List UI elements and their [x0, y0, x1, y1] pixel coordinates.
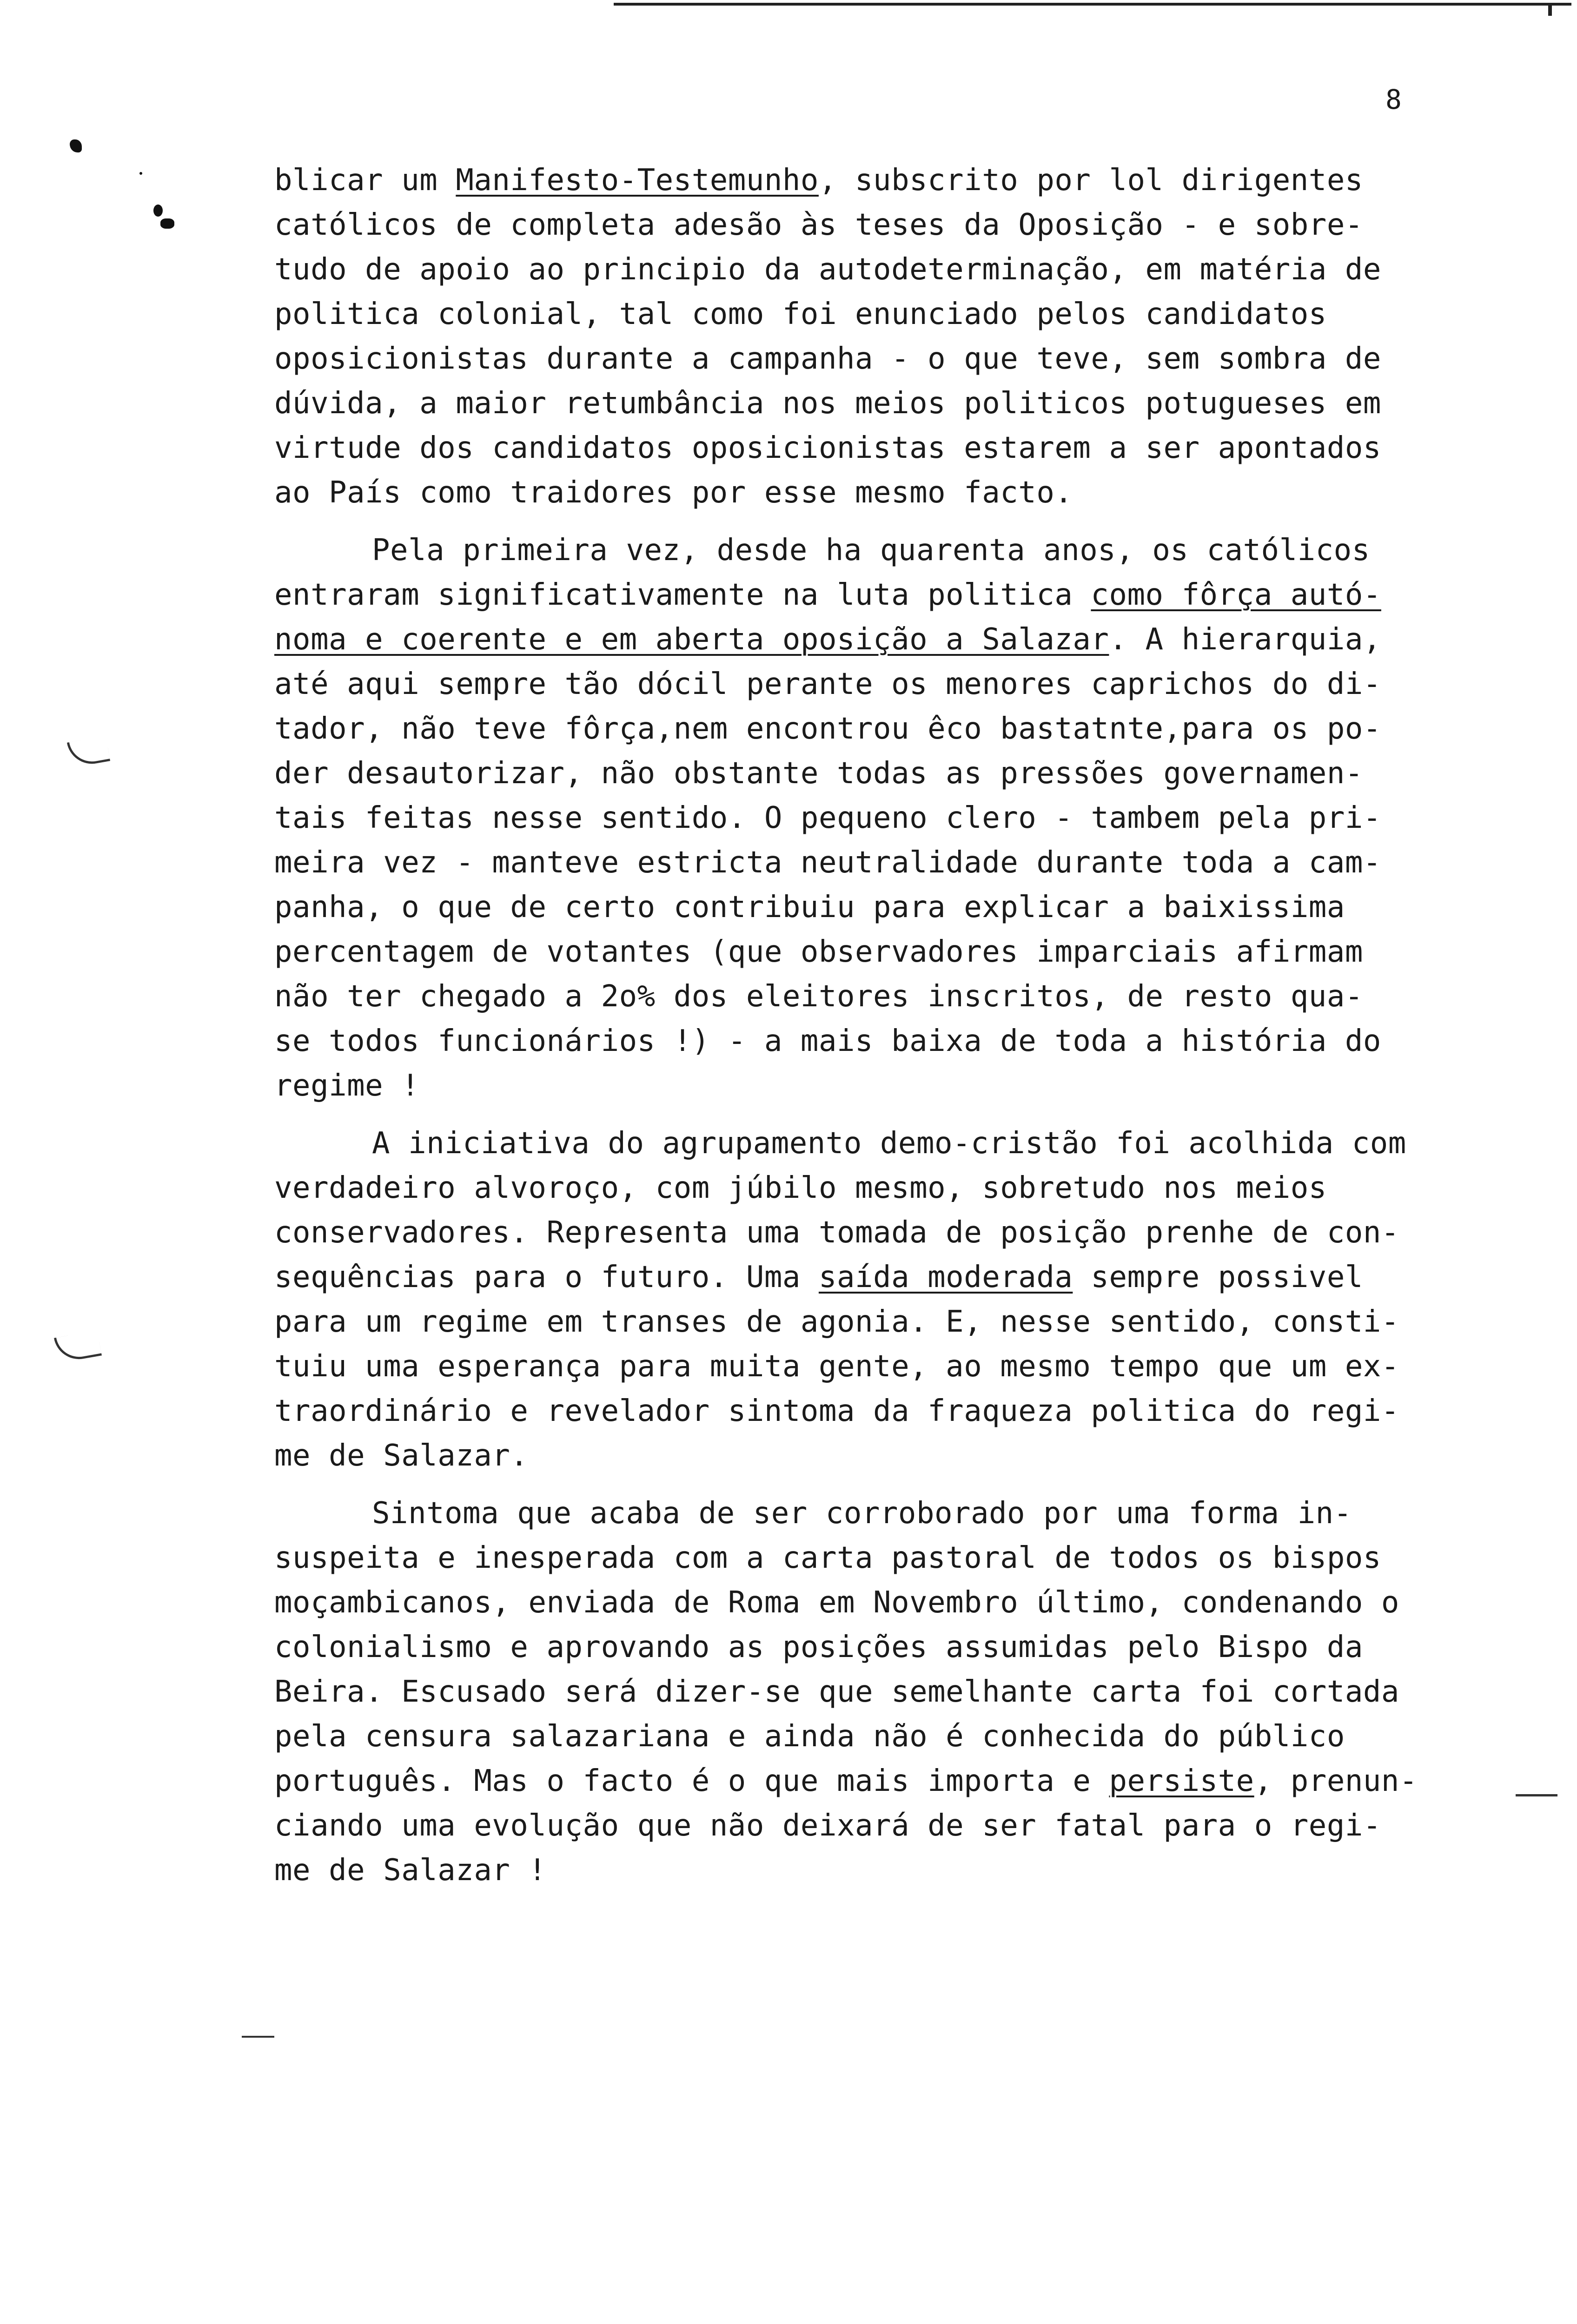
underlined-phrase: como fôrça autó-: [1091, 578, 1381, 612]
text-line: [274, 796, 1483, 840]
text-run: entraram significativamente na luta politica: [274, 578, 1091, 612]
text-line: [274, 1300, 1483, 1344]
text-line: [274, 1433, 1483, 1478]
text-run: ao País como traidores por esse mesmo facto.: [274, 475, 1073, 510]
text-run: português. Mas o facto é o que mais importa e: [274, 1764, 1109, 1798]
text-run: panha, o que de certo contribuiu para explicar a baixissima: [274, 890, 1345, 924]
text-line: [274, 930, 1483, 974]
text-run: oposicionistas durante a campanha - o que teve, sem sombra de: [274, 342, 1381, 376]
text-run: , subscrito por lol dirigentes: [818, 163, 1363, 198]
text-run: meira vez - manteve estricta neutralidade durante toda a cam-: [274, 845, 1381, 880]
margin-speck: [153, 205, 163, 217]
text-run: , prenun-: [1254, 1764, 1418, 1798]
text-run: sempre possivel: [1073, 1260, 1363, 1294]
text-line: [274, 158, 1483, 203]
text-run: percentagem de votantes (que observadores imparciais afirmam: [274, 935, 1363, 969]
typed-body-text: [274, 158, 1483, 1893]
text-run: tais feitas nesse sentido. O pequeno clero - tambem pela pri-: [274, 801, 1381, 835]
text-line: [274, 840, 1483, 885]
text-line: [274, 1491, 1483, 1536]
text-line: [274, 573, 1483, 617]
text-run: regime !: [274, 1069, 420, 1103]
text-line: [274, 1580, 1483, 1625]
text-line: [274, 1019, 1483, 1063]
text-run: tuiu uma esperança para muita gente, ao mesmo tempo que um ex-: [274, 1349, 1399, 1384]
margin-speck: [70, 139, 82, 152]
text-line: [274, 1625, 1483, 1670]
text-line: [274, 1344, 1483, 1389]
text-run: tudo de apoio ao principio da autodeterminação, em matéria de: [274, 252, 1381, 287]
text-run: me de Salazar.: [274, 1439, 529, 1473]
text-line: [274, 528, 1483, 573]
paragraph: [274, 158, 1483, 515]
text-run: tador, não teve fôrça,nem encontrou êco bastatnte,para os po-: [274, 712, 1381, 746]
paragraph-gap: [274, 1108, 1483, 1121]
text-run: traordinário e revelador sintoma da fraqueza politica do regi-: [274, 1394, 1399, 1428]
text-line: [274, 1121, 1483, 1166]
text-run: não ter chegado a 2o% dos eleitores inscritos, de resto qua-: [274, 979, 1363, 1014]
text-line: [274, 1759, 1483, 1803]
scan-edge-mark: [1548, 3, 1552, 16]
text-run: moçambicanos, enviada de Roma em Novembro último, condenando o: [274, 1585, 1399, 1620]
text-run: verdadeiro alvoroço, com júbilo mesmo, sobretudo nos meios: [274, 1171, 1327, 1205]
text-line: [274, 292, 1483, 337]
text-run: me de Salazar !: [274, 1853, 547, 1888]
text-line: [274, 662, 1483, 706]
text-run: Beira. Escusado será dizer-se que semelhante carta foi cortada: [274, 1675, 1399, 1709]
text-run: virtude dos candidatos oposicionistas estarem a ser apontados: [274, 431, 1381, 465]
text-line: [274, 1166, 1483, 1210]
text-line: [274, 1714, 1483, 1759]
text-line: [274, 617, 1483, 662]
margin-pencil-mark: [67, 736, 110, 768]
text-line: [274, 1063, 1483, 1108]
text-line: [274, 706, 1483, 751]
text-run: pela censura salazariana e ainda não é conhecida do público: [274, 1719, 1345, 1754]
text-run: der desautorizar, não obstante todas as pressões governamen-: [274, 756, 1363, 791]
paragraph: [274, 1121, 1483, 1478]
scan-edge-line: [614, 3, 1571, 6]
text-line: [274, 751, 1483, 796]
underlined-phrase: noma e coerente e em aberta oposição a Salazar: [274, 622, 1109, 657]
text-line: [274, 337, 1483, 381]
text-run: ciando uma evolução que não deixará de ser fatal para o regi-: [274, 1809, 1381, 1843]
text-line: [274, 1389, 1483, 1433]
text-line: [274, 974, 1483, 1019]
text-run: politica colonial, tal como foi enunciado pelos candidatos: [274, 297, 1327, 331]
text-line: [274, 470, 1483, 515]
text-run: até aqui sempre tão dócil perante os menores caprichos do di-: [274, 667, 1381, 701]
text-line: [274, 1210, 1483, 1255]
text-run: suspeita e inesperada com a carta pastoral de todos os bispos: [274, 1541, 1381, 1575]
paragraph-gap: [274, 1478, 1483, 1491]
paragraph: [274, 528, 1483, 1108]
text-run: sequências para o futuro. Uma: [274, 1260, 819, 1294]
text-line: [274, 426, 1483, 470]
text-line: [274, 1255, 1483, 1300]
text-line: [274, 381, 1483, 426]
margin-speck: [139, 172, 142, 175]
text-line: [274, 885, 1483, 930]
text-run: conservadores. Representa uma tomada de posição prenhe de con-: [274, 1215, 1399, 1250]
page-number: 8: [1385, 84, 1403, 115]
margin-dash: [1516, 1794, 1557, 1796]
text-line: [274, 203, 1483, 247]
text-run: Sintoma que acaba de ser corroborado por uma forma in-: [372, 1496, 1352, 1531]
paragraph: [274, 1491, 1483, 1893]
text-run: . A hierarquia,: [1109, 622, 1381, 657]
text-line: [274, 247, 1483, 292]
margin-dash: [242, 2036, 274, 2038]
text-run: dúvida, a maior retumbância nos meios politicos potugueses em: [274, 386, 1381, 421]
underlined-phrase: saída moderada: [818, 1260, 1073, 1294]
text-run: A iniciativa do agrupamento demo-cristão foi acolhida com: [372, 1126, 1406, 1161]
text-line: [274, 1848, 1483, 1893]
text-line: [274, 1670, 1483, 1714]
text-run: para um regime em transes de agonia. E, nesse sentido, consti-: [274, 1305, 1399, 1339]
margin-speck: [160, 218, 174, 229]
text-line: [274, 1803, 1483, 1848]
paragraph-gap: [274, 515, 1483, 528]
underlined-phrase: Manifesto-Testemunho: [456, 163, 819, 198]
text-run: blicar um: [274, 163, 456, 198]
text-run: católicos de completa adesão às teses da Oposição - e sobre-: [274, 208, 1363, 242]
text-run: se todos funcionários !) - a mais baixa de toda a história do: [274, 1024, 1381, 1058]
text-run: colonialismo e aprovando as posições assumidas pelo Bispo da: [274, 1630, 1363, 1664]
text-run: Pela primeira vez, desde ha quarenta anos, os católicos: [372, 533, 1370, 568]
text-line: [274, 1536, 1483, 1580]
underlined-phrase: persiste: [1109, 1764, 1254, 1798]
margin-pencil-mark: [54, 1330, 102, 1363]
